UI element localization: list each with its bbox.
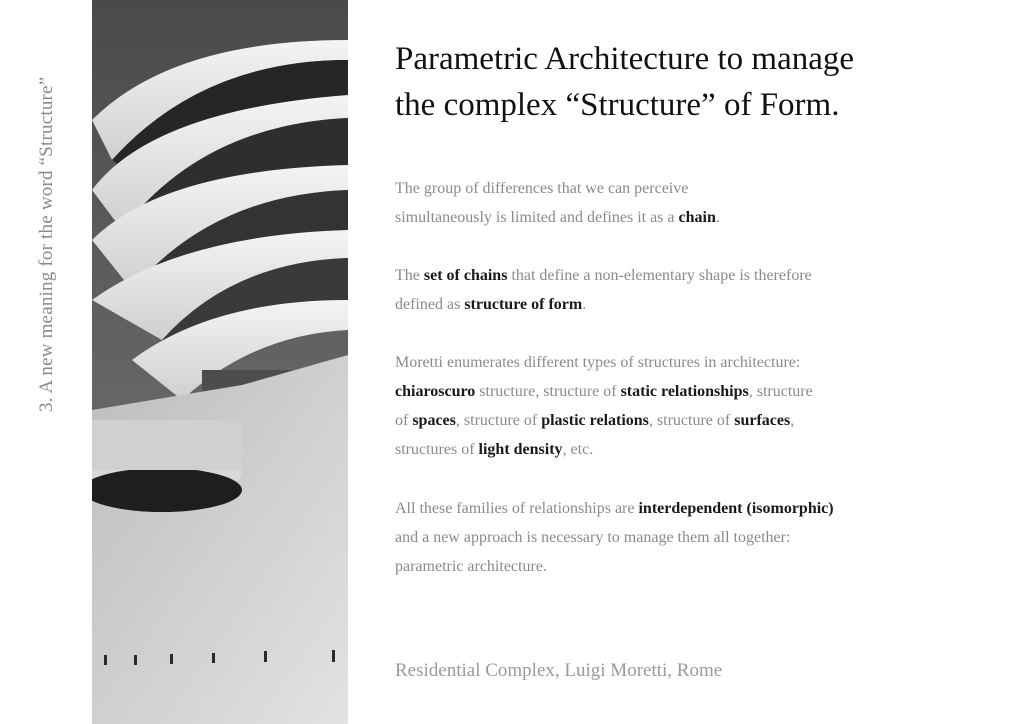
text: , structure of	[648, 412, 735, 429]
text: .	[582, 296, 587, 313]
text: The group of differences that we can perceive	[395, 180, 689, 197]
text: Moretti enumerates different types of structures in architecture:	[395, 354, 801, 371]
text: of	[395, 412, 413, 429]
paragraph-structure-of-form	[395, 261, 915, 319]
term-light-density: light density	[478, 441, 563, 458]
term-chain: chain	[678, 209, 716, 226]
paragraph-parametric	[395, 494, 915, 581]
term-surfaces: surfaces	[734, 412, 791, 429]
text: , etc.	[562, 441, 594, 458]
text: , structure of	[455, 412, 542, 429]
text: , structure	[748, 383, 813, 400]
term-chiaroscuro: chiaroscuro	[395, 383, 476, 400]
term-plastic-relations: plastic relations	[541, 412, 649, 429]
text: structures of	[395, 441, 479, 458]
title-line-1: Parametric Architecture to manage	[395, 41, 855, 77]
paragraph-chain	[395, 174, 915, 232]
text: .	[715, 209, 720, 226]
text: and a new approach is necessary to manage them all together:	[395, 529, 791, 546]
title-line-2: the complex “Structure” of Form.	[395, 87, 840, 123]
text: ,	[790, 412, 795, 429]
paragraph-structure-types	[395, 348, 915, 464]
term-set-of-chains: set of chains	[423, 267, 508, 284]
text: The	[395, 267, 424, 284]
page-title	[395, 36, 955, 128]
building-photo	[92, 0, 348, 724]
text: defined as	[395, 296, 465, 313]
photo-caption: Residential Complex, Luigi Moretti, Rome	[395, 660, 723, 681]
term-spaces: spaces	[412, 412, 456, 429]
section-label: 3. A new meaning for the word “Structure”	[36, 76, 57, 412]
text: All these families of relationships are	[395, 500, 639, 517]
term-structure-of-form: structure of form	[464, 296, 583, 313]
term-interdependent: interdependent (isomorphic)	[638, 500, 834, 517]
text: simultaneously is limited and defines it as a	[395, 209, 679, 226]
text: structure, structure of	[475, 383, 621, 400]
term-static-relationships: static relationships	[620, 383, 749, 400]
text: parametric architecture.	[395, 558, 547, 575]
text: that define a non-elementary shape is therefore	[507, 267, 812, 284]
